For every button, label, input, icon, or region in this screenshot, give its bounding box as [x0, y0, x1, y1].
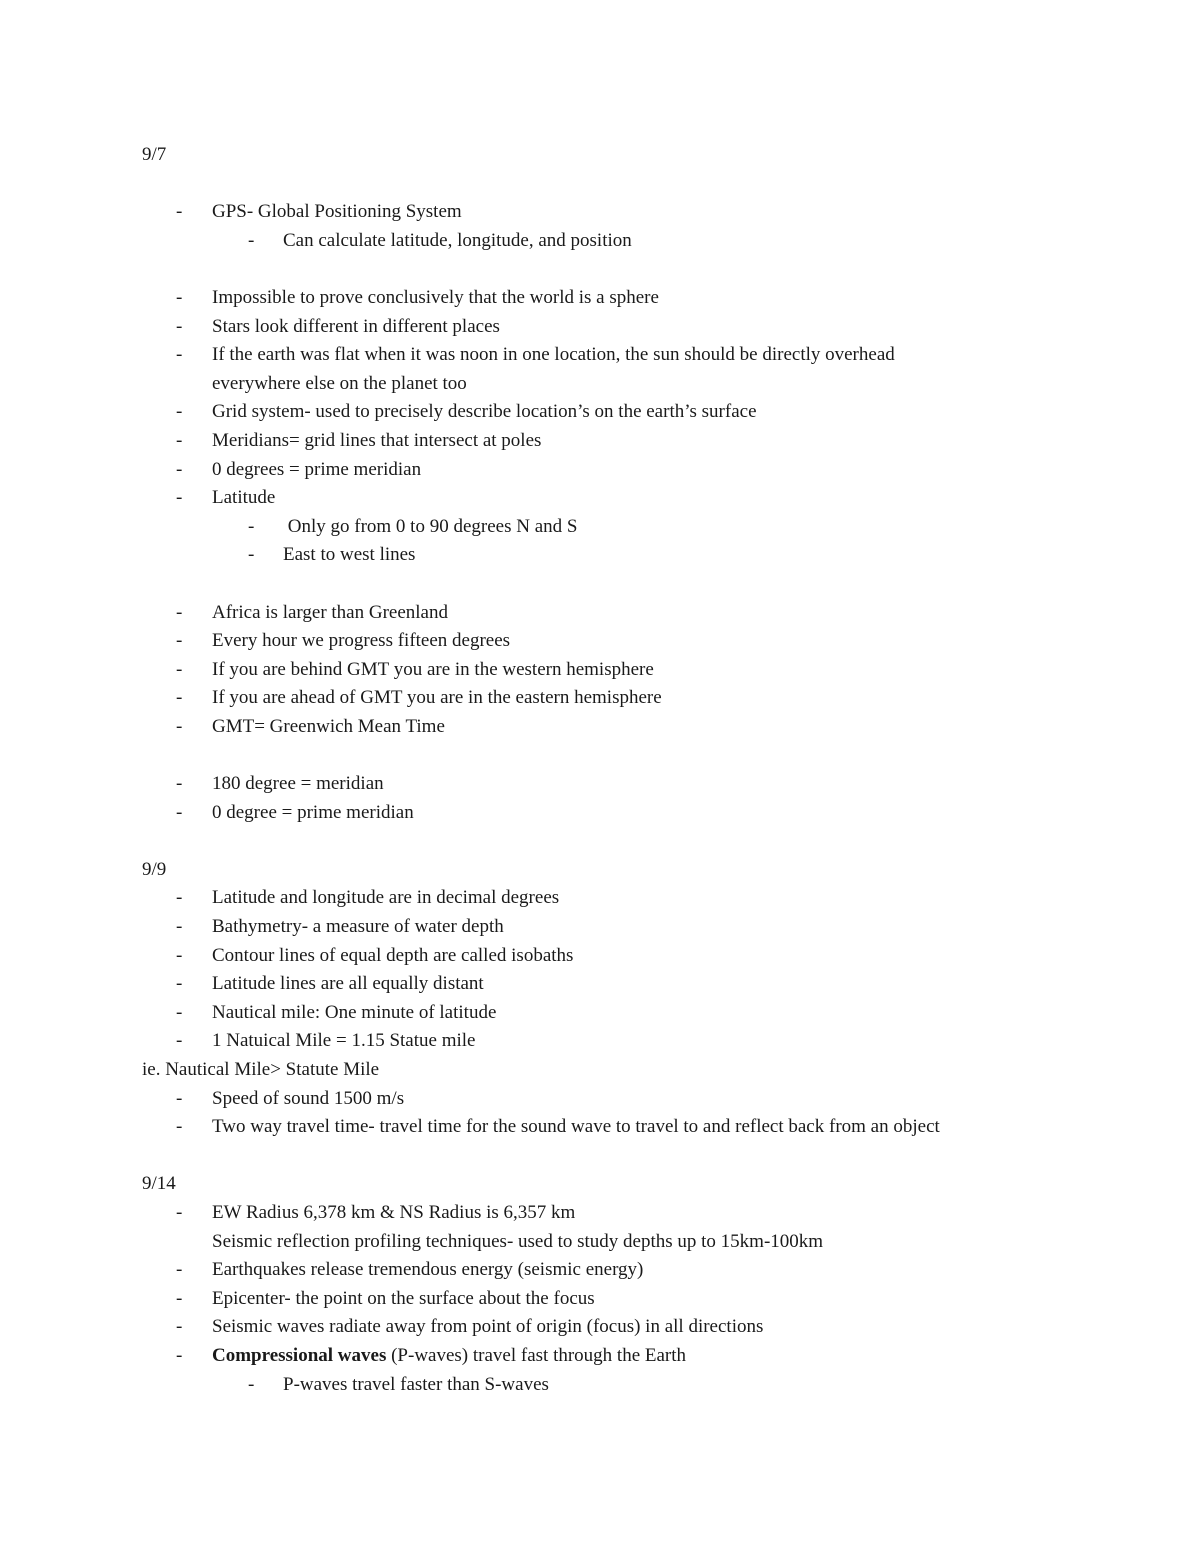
list-item-continuation — [0, 1228, 1200, 1257]
list-item — [0, 456, 1200, 485]
list-item-text: Africa is larger than Greenland — [212, 601, 448, 623]
list-item-text: 0 degrees = prime meridian — [212, 458, 422, 480]
list-item-text: Seismic waves radiate away from point of origin (focus) in all directions — [212, 1316, 764, 1338]
list-item — [0, 799, 1200, 828]
list-item — [0, 1199, 1200, 1228]
bullet-dash: - — [248, 229, 255, 251]
section-date: 9/9 — [142, 858, 167, 880]
bullet-dash: - — [176, 801, 183, 823]
list-item-text: Latitude and longitude are in decimal degrees — [212, 887, 560, 909]
bullet-dash: - — [176, 687, 183, 709]
bullet-dash: - — [176, 1001, 183, 1023]
bullet-dash: - — [248, 515, 255, 537]
list-item — [0, 999, 1200, 1028]
section-date: 9/7 — [142, 144, 167, 165]
list-item-text: Only go from 0 to 90 degrees N and S — [283, 515, 578, 537]
list-item — [0, 284, 1200, 313]
list-item-text: Every hour we progress fifteen degrees — [212, 630, 511, 652]
sub-list-item — [0, 227, 1200, 256]
list-item — [0, 942, 1200, 971]
list-item-continuation — [0, 370, 1200, 399]
list-item-text: Contour lines of equal depth are called isobaths — [212, 944, 574, 966]
bullet-dash: - — [248, 544, 255, 566]
bullet-dash: - — [176, 1201, 183, 1223]
bullet-dash: - — [176, 458, 183, 480]
bullet-dash: - — [176, 630, 183, 652]
list-item-text: Can calculate latitude, longitude, and position — [283, 229, 632, 251]
list-item-text: EW Radius 6,378 km & NS Radius is 6,357 km — [212, 1201, 576, 1223]
bullet-dash: - — [176, 1259, 183, 1281]
list-item-text: everywhere else on the planet too — [212, 372, 467, 394]
list-item — [0, 884, 1200, 913]
list-item-text: Stars look different in different places — [212, 315, 500, 337]
list-item-text: Impossible to prove conclusively that the world is a sphere — [212, 286, 659, 308]
bullet-dash: - — [176, 1087, 183, 1109]
list-item — [0, 713, 1200, 742]
bullet-dash: - — [176, 487, 183, 509]
list-item-text: If you are behind GMT you are in the western hemisphere — [212, 658, 654, 680]
bullet-dash: - — [176, 344, 183, 366]
list-item — [0, 1113, 1200, 1142]
list-item-text-rest: (P-waves) travel fast through the Earth — [386, 1344, 687, 1366]
bullet-dash: - — [176, 916, 183, 938]
bullet-dash: - — [176, 1344, 183, 1366]
list-item — [0, 1313, 1200, 1342]
list-item-text: Earthquakes release tremendous energy (seismic energy) — [212, 1259, 644, 1281]
notes-body — [0, 141, 1200, 1399]
list-item — [0, 1342, 1200, 1371]
list-item-text: East to west lines — [283, 544, 416, 566]
list-item — [0, 1027, 1200, 1056]
list-item — [0, 313, 1200, 342]
list-item — [0, 599, 1200, 628]
section-date: 9/14 — [142, 1173, 176, 1195]
bullet-dash: - — [176, 401, 183, 423]
list-item-text: Nautical mile: One minute of latitude — [212, 1001, 497, 1023]
list-item — [0, 627, 1200, 656]
bullet-dash: - — [176, 1030, 183, 1052]
list-item-text: 180 degree = meridian — [212, 773, 384, 795]
list-item — [0, 427, 1200, 456]
list-item-text: If the earth was flat when it was noon in one location, the sun should be directly overhead — [212, 344, 895, 366]
bullet-dash: - — [176, 286, 183, 308]
list-item — [0, 1256, 1200, 1285]
list-item-text: 1 Natuical Mile = 1.15 Statue mile — [212, 1030, 476, 1052]
list-item — [0, 1285, 1200, 1314]
bullet-dash: - — [176, 1116, 183, 1138]
list-item — [0, 341, 1200, 370]
bullet-dash: - — [176, 887, 183, 909]
bullet-dash: - — [176, 315, 183, 337]
list-item-text — [212, 1342, 686, 1371]
list-item-text: Two way travel time- travel time for the sound wave to travel to and reflect back from an object — [212, 1116, 940, 1138]
list-item-text: Epicenter- the point on the surface about the focus — [212, 1287, 595, 1309]
list-item-text: Bathymetry- a measure of water depth — [212, 916, 504, 938]
bullet-dash: - — [176, 773, 183, 795]
list-item-text: Grid system- used to precisely describe location’s on the earth’s surface — [212, 401, 757, 423]
bullet-dash: - — [176, 973, 183, 995]
list-item-text: Latitude lines are all equally distant — [212, 973, 484, 995]
note-line: ie. Nautical Mile> Statute Mile — [142, 1059, 380, 1080]
list-item — [0, 484, 1200, 513]
bullet-dash: - — [176, 1287, 183, 1309]
list-item — [0, 684, 1200, 713]
list-item-text: GPS- Global Positioning System — [212, 201, 462, 223]
list-item-text: 0 degree = prime meridian — [212, 801, 414, 823]
bullet-dash: - — [176, 429, 183, 451]
bullet-dash: - — [176, 715, 183, 737]
bullet-dash: - — [176, 1316, 183, 1338]
list-item — [0, 398, 1200, 427]
list-item-text: Speed of sound 1500 m/s — [212, 1087, 405, 1109]
list-item-text: P-waves travel faster than S-waves — [283, 1373, 549, 1395]
sub-list-item — [0, 1371, 1200, 1400]
list-item — [0, 1085, 1200, 1114]
list-item — [0, 198, 1200, 227]
bold-term: Compressional waves — [212, 1344, 387, 1366]
list-item-text: Latitude — [212, 487, 276, 509]
bullet-dash: - — [176, 201, 183, 223]
list-item — [0, 913, 1200, 942]
list-item — [0, 770, 1200, 799]
list-item-text: Seismic reflection profiling techniques- used to study depths up to 15km-100km — [212, 1230, 824, 1252]
sub-list-item — [0, 513, 1200, 542]
sub-list-item — [0, 541, 1200, 570]
list-item — [0, 656, 1200, 685]
list-item — [0, 970, 1200, 999]
list-item-text: Meridians= grid lines that intersect at poles — [212, 429, 542, 451]
bullet-dash: - — [248, 1373, 255, 1395]
bullet-dash: - — [176, 944, 183, 966]
bullet-dash: - — [176, 658, 183, 680]
bullet-dash: - — [176, 601, 183, 623]
list-item-text: GMT= Greenwich Mean Time — [212, 715, 445, 737]
list-item-text: If you are ahead of GMT you are in the eastern hemisphere — [212, 687, 662, 709]
